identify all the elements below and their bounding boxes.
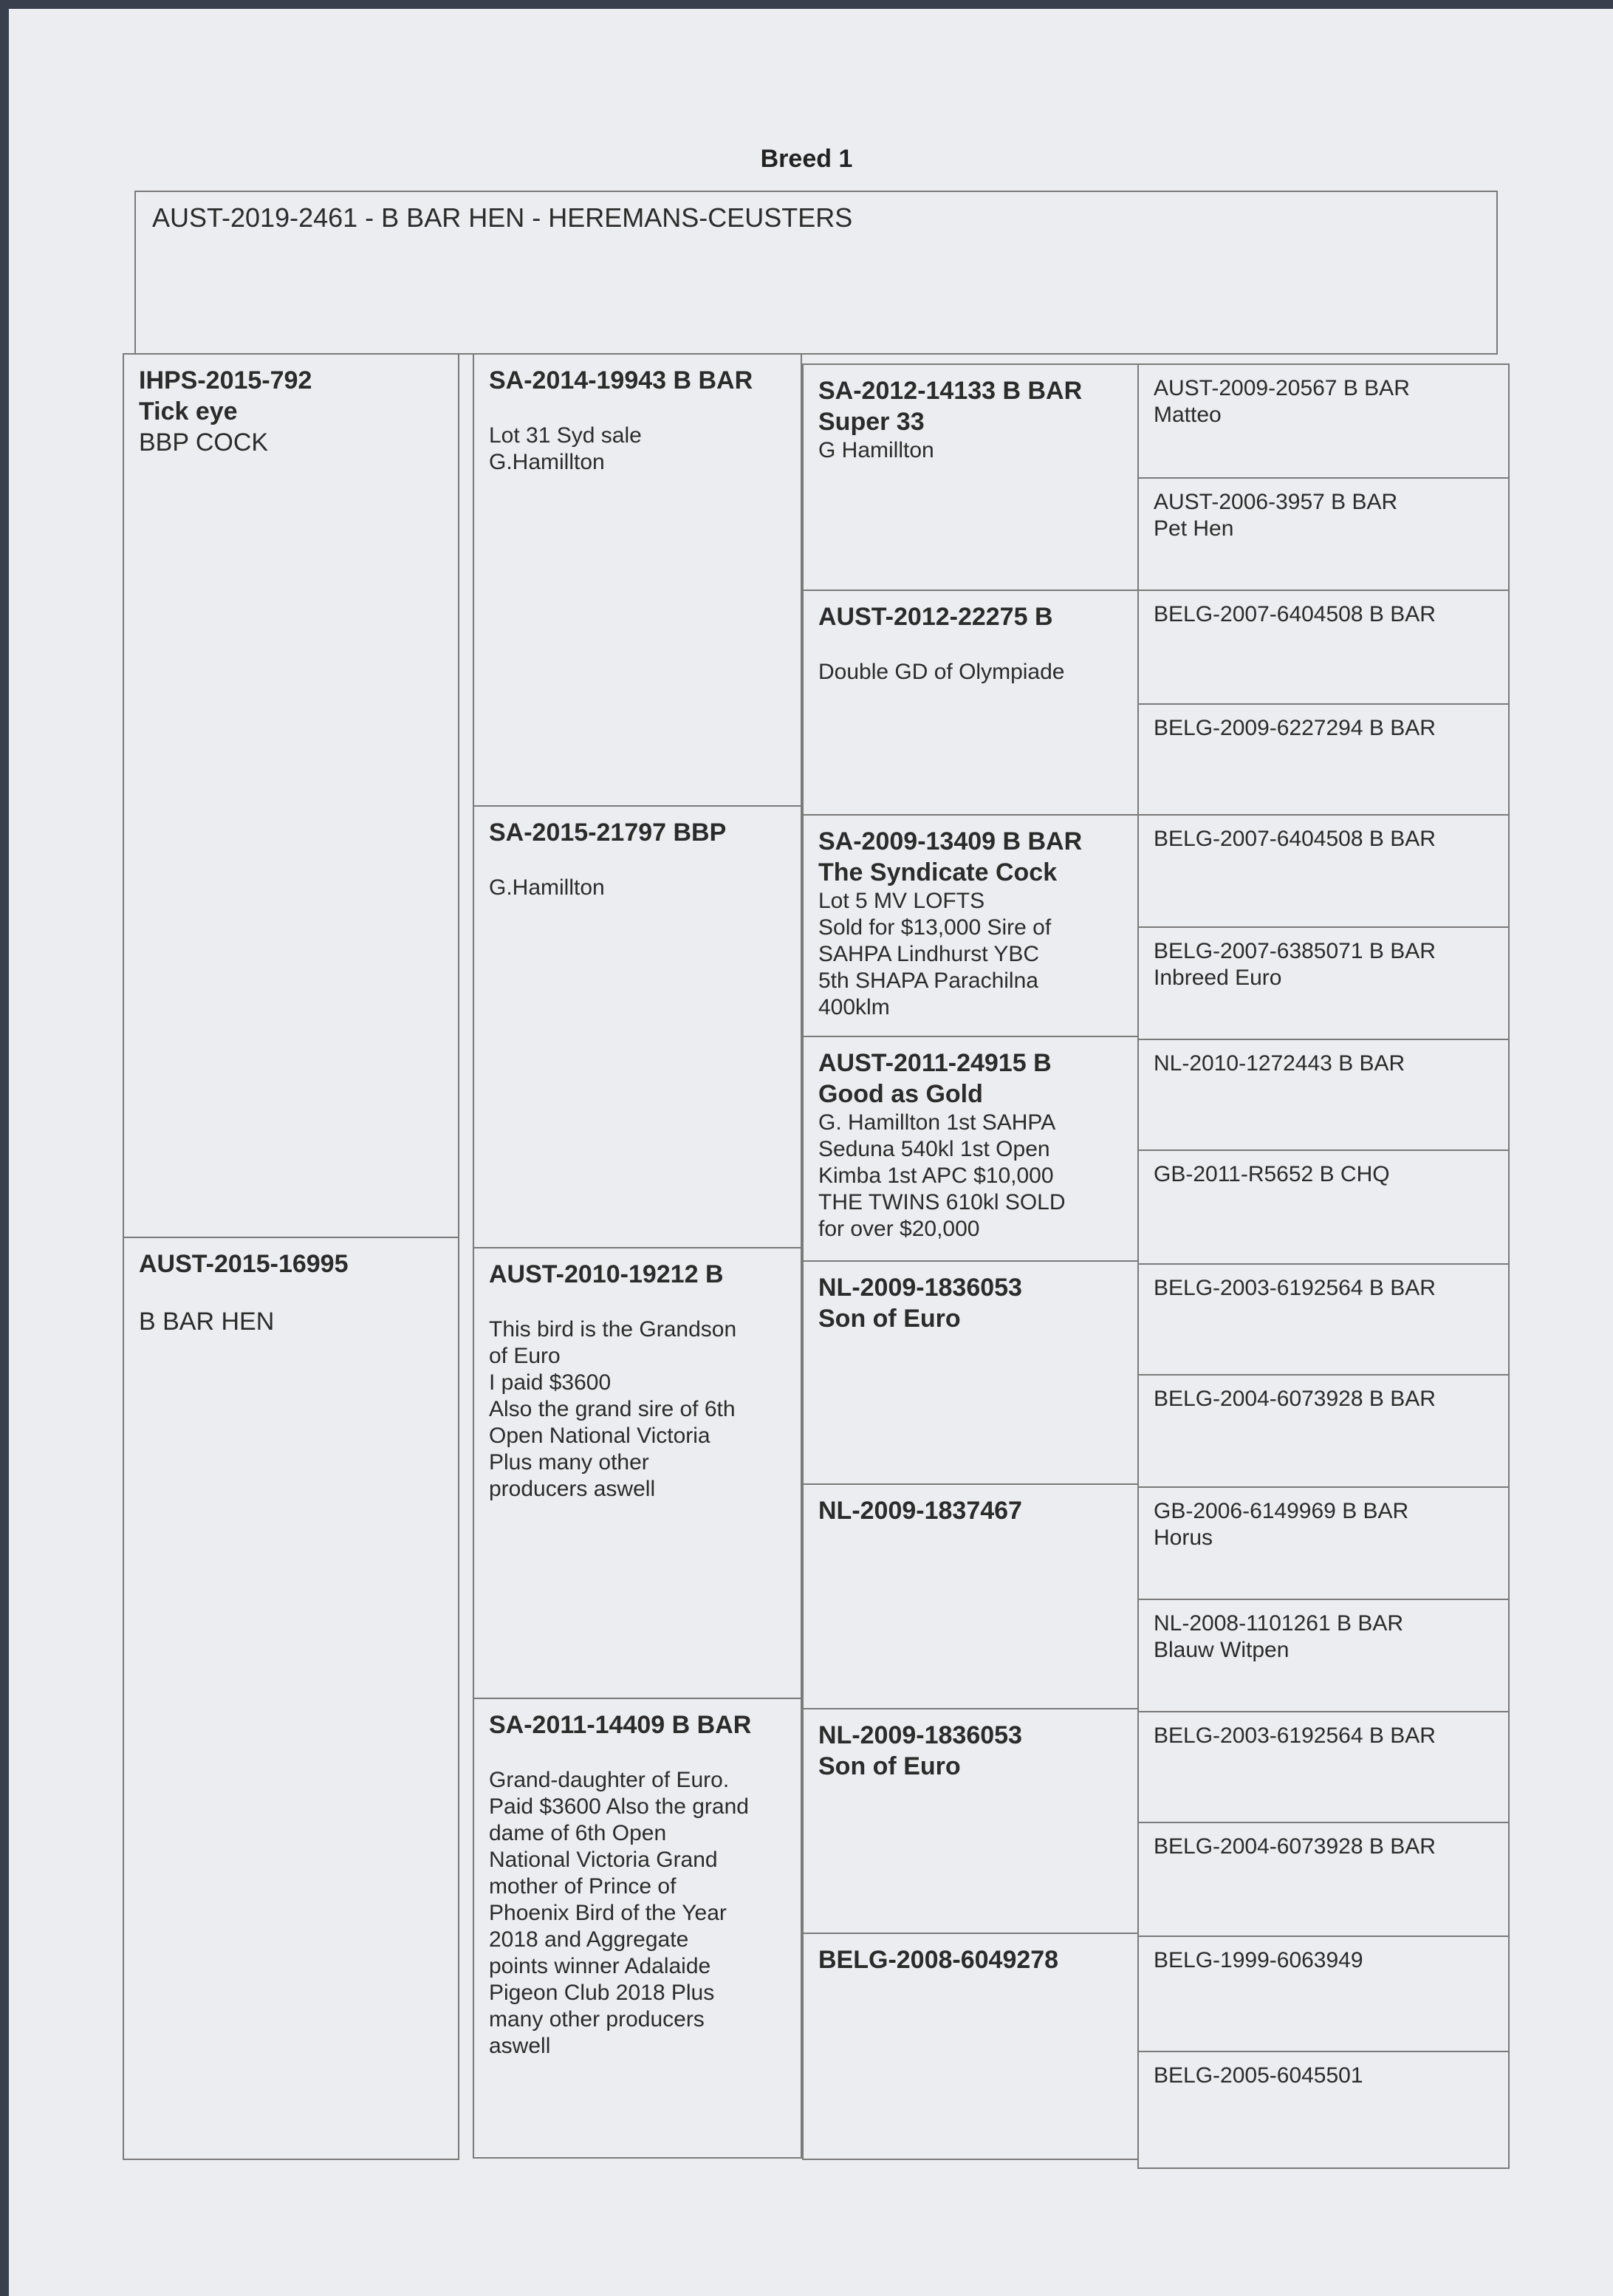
pedigree-cell <box>1139 1823 1508 1937</box>
bird-id: BELG-2003-6192564 B BAR <box>1154 1276 1436 1300</box>
pedigree-cell <box>1139 1040 1508 1151</box>
pedigree-cell <box>1139 1600 1508 1712</box>
bird-id: AUST-2011-24915 B <box>818 1049 1052 1077</box>
bird-id: AUST-2012-22275 B <box>818 603 1053 631</box>
bird-notes: Double GD of Olympiade <box>818 660 1065 684</box>
pedigree-cell <box>1139 591 1508 705</box>
bird-name: Horus <box>1154 1525 1213 1550</box>
bird-id: GB-2011-R5652 B CHQ <box>1154 1162 1390 1186</box>
pedigree-cell <box>1139 479 1508 591</box>
bird-id: NL-2009-1836053 <box>818 1274 1022 1302</box>
bird-id: NL-2009-1836053 <box>818 1721 1022 1749</box>
pedigree-cell <box>1139 365 1508 479</box>
bird-id: AUST-2015-16995 <box>139 1250 349 1278</box>
bird-name: Tick eye <box>139 397 238 426</box>
pedigree-cell <box>474 807 801 1248</box>
pedigree-cell <box>1139 1151 1508 1265</box>
bird-id: BELG-2007-6404508 B BAR <box>1154 602 1436 626</box>
bird-id: IHPS-2015-792 <box>139 366 312 394</box>
pedigree-cell <box>1139 1712 1508 1823</box>
bird-id: BELG-1999-6063949 <box>1154 1948 1363 1972</box>
bird-id: BELG-2008-6049278 <box>818 1946 1059 1974</box>
bird-id: AUST-2009-20567 B BAR <box>1154 376 1410 400</box>
bird-name: Good as Gold <box>818 1080 983 1108</box>
subject-header <box>134 191 1498 355</box>
pedigree-cell <box>804 816 1137 1037</box>
pedigree-cell <box>804 1934 1137 2162</box>
pedigree-cell <box>804 1262 1137 1485</box>
bird-name: Matteo <box>1154 403 1222 427</box>
bird-id: BELG-2004-6073928 B BAR <box>1154 1387 1436 1411</box>
bird-id: AUST-2006-3957 B BAR <box>1154 490 1398 514</box>
generation-1-column <box>123 353 459 2160</box>
bird-id: SA-2011-14409 B BAR <box>489 1711 752 1739</box>
bird-notes: Lot 5 MV LOFTS Sold for $13,000 Sire of SAHPA Lindhurst YBC 5th SHAPA Parachilna 400klm <box>818 889 1052 1019</box>
bird-id: SA-2015-21797 BBP <box>489 819 727 847</box>
generation-2-column <box>473 353 802 2159</box>
pedigree-cell <box>1139 1376 1508 1488</box>
bird-name: Inbreed Euro <box>1154 966 1282 990</box>
pedigree-cell <box>1139 1937 1508 2052</box>
bird-id: BELG-2005-6045501 <box>1154 2063 1363 2088</box>
bird-name: Son of Euro <box>818 1305 961 1333</box>
pedigree-cell <box>1139 1265 1508 1376</box>
bird-id: GB-2006-6149969 B BAR <box>1154 1499 1409 1523</box>
bird-notes: This bird is the Grandson of Euro I paid $3600 Also the grand sire of 6th Open National Victoria Plus many other producers aswell <box>489 1317 737 1501</box>
bird-name: Son of Euro <box>818 1752 961 1780</box>
bird-id: SA-2012-14133 B BAR <box>818 377 1083 405</box>
bird-id: NL-2009-1837467 <box>818 1497 1022 1525</box>
generation-4-column <box>1137 363 1510 2169</box>
bird-notes: Grand-daughter of Euro. Paid $3600 Also the grand dame of 6th Open National Victoria Grand mother of Prince of Phoenix Bird of the Year 2018 and Aggregate points winner Adalaide Pigeon Club 2018 Plus many other producers aswell <box>489 1768 749 2058</box>
pedigree-cell <box>1139 928 1508 1040</box>
pedigree-cell-dam <box>124 1238 458 2162</box>
pedigree-cell <box>804 591 1137 816</box>
bird-id: SA-2009-13409 B BAR <box>818 827 1083 855</box>
bird-notes: G Hamillton <box>818 438 934 462</box>
bird-id: NL-2008-1101261 B BAR <box>1154 1611 1403 1636</box>
bird-name: Pet Hen <box>1154 516 1234 541</box>
pedigree-cell <box>1139 705 1508 816</box>
page-title: Breed 1 <box>760 145 853 173</box>
bird-notes: G. Hamillton 1st SAHPA Seduna 540kl 1st Open Kimba 1st APC $10,000 THE TWINS 610kl SOLD for over $20,000 <box>818 1110 1066 1241</box>
bird-name: Blauw Witpen <box>1154 1638 1290 1662</box>
bird-notes: B BAR HEN <box>139 1308 275 1336</box>
pedigree-cell <box>1139 816 1508 928</box>
bird-id: AUST-2010-19212 B <box>489 1260 724 1288</box>
pedigree-cell <box>804 1037 1137 1262</box>
bird-id: BELG-2007-6404508 B BAR <box>1154 827 1436 851</box>
pedigree-cell <box>474 1248 801 1699</box>
bird-name: The Syndicate Cock <box>818 858 1058 886</box>
pedigree-cell <box>1139 1488 1508 1600</box>
bird-name: Super 33 <box>818 408 925 436</box>
bird-notes: BBP COCK <box>139 428 269 457</box>
bird-id: BELG-2007-6385071 B BAR <box>1154 939 1436 963</box>
bird-notes: Lot 31 Syd sale G.Hamillton <box>489 423 642 474</box>
bird-id: NL-2010-1272443 B BAR <box>1154 1051 1405 1076</box>
pedigree-cell <box>804 1485 1137 1709</box>
pedigree-cell <box>474 1699 801 2160</box>
bird-id: BELG-2004-6073928 B BAR <box>1154 1834 1436 1859</box>
subject-label: AUST-2019-2461 - B BAR HEN - HEREMANS-CEUSTERS <box>152 202 853 233</box>
pedigree-cell <box>804 1709 1137 1934</box>
bird-id: BELG-2003-6192564 B BAR <box>1154 1723 1436 1748</box>
pedigree-cell <box>804 365 1137 591</box>
bird-id: SA-2014-19943 B BAR <box>489 366 753 394</box>
pedigree-cell <box>474 355 801 807</box>
bird-id: BELG-2009-6227294 B BAR <box>1154 716 1436 740</box>
pedigree-cell <box>1139 2052 1508 2170</box>
bird-notes: G.Hamillton <box>489 875 605 900</box>
generation-3-column <box>802 363 1139 2160</box>
pedigree-cell-sire <box>124 355 458 1238</box>
